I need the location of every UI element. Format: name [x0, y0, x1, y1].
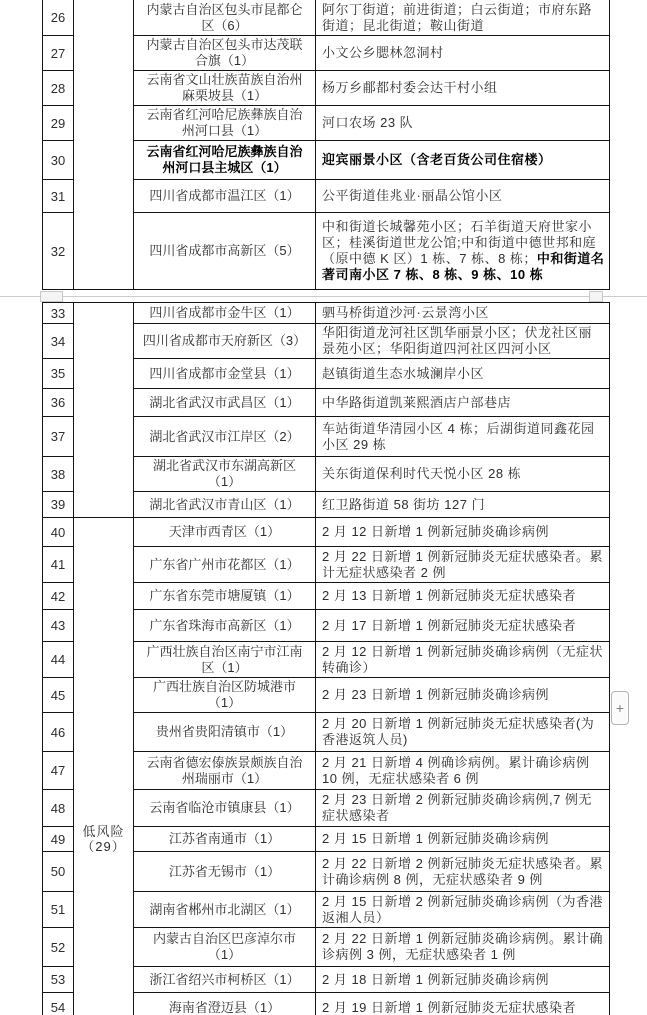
detail-text: 小文公乡腮林忽洞村 [322, 45, 444, 60]
region-cell: 湖北省武汉市武昌区（1） [134, 389, 316, 417]
row-number-cell: 46 [43, 713, 74, 752]
region-cell: 云南省红河哈尼族彝族自治州河口县主城区（1） [134, 141, 316, 180]
detail-cell [316, 713, 610, 752]
detail-text: 杨万乡郙都村委会达干村小组 [322, 80, 498, 95]
risk-category-cell [74, 518, 134, 1015]
detail-text: 2 月 21 日新增 4 例确诊病例。累计确诊病例 10 例，无症状感染者 6 例 [322, 754, 590, 786]
row-number-cell: 43 [43, 610, 74, 642]
region-cell: 四川省成都市天府新区（3） [134, 324, 316, 359]
row-number-cell: 39 [43, 492, 74, 518]
row-number-cell: 34 [43, 324, 74, 359]
region-cell: 湖北省武汉市江岸区（2） [134, 417, 316, 457]
detail-cell [316, 417, 610, 457]
row-number-cell: 31 [43, 180, 74, 213]
region-cell: 内蒙古自治区巴彦淖尔市（1） [134, 928, 316, 967]
detail-cell [316, 389, 610, 417]
region-cell: 云南省文山壮族苗族自治州麻栗坡县（1） [134, 71, 316, 106]
row-number-cell: 28 [43, 71, 74, 106]
row-number-cell: 50 [43, 852, 74, 892]
detail-text: 阿尔丁街道；前进街道；白云街道；市府东路街道；昆北街道；鞍山街道 [322, 1, 593, 33]
row-number-cell: 29 [43, 106, 74, 141]
detail-text-bold: 中和街道名著司南小区 7 栋、8 栋、9 栋、10 栋 [322, 251, 605, 282]
table-row [43, 518, 610, 547]
detail-text: 2 月 12 日新增 1 例新冠肺炎确诊病例 [322, 524, 549, 539]
detail-cell [316, 678, 610, 713]
detail-text: 中华路街道凯莱熙酒店户部巷店 [322, 394, 512, 410]
risk-table-page-1 [42, 0, 610, 290]
region-cell: 广东省珠海市高新区（1） [134, 610, 316, 642]
detail-cell [316, 852, 610, 892]
detail-text: 2 月 18 日新增 1 例新冠肺炎确诊病例 [322, 971, 549, 987]
detail-cell [316, 547, 610, 583]
region-cell: 江苏省无锡市（1） [134, 852, 316, 892]
detail-text: 华阳街道龙河社区凯华丽景小区；伏龙社区丽景苑小区；华阳街道四河社区四河小区 [322, 325, 593, 356]
row-number-cell: 49 [43, 827, 74, 852]
region-cell: 天津市西青区（1） [134, 518, 316, 547]
detail-text: 2 月 22 日新增 1 例新冠肺炎无症状感染者。累计无症状感染者 2 例 [322, 548, 603, 580]
row-number-cell: 30 [43, 141, 74, 180]
row-number-cell: 26 [43, 0, 74, 36]
detail-text: 2 月 19 日新增 1 例新冠肺炎无症状感染者 [322, 999, 576, 1015]
detail-text: 2 月 15 日新增 1 例新冠肺炎确诊病例 [322, 831, 549, 846]
detail-cell [316, 303, 610, 324]
region-cell: 浙江省绍兴市柯桥区（1） [134, 967, 316, 993]
region-cell: 湖北省武汉市青山区（1） [134, 492, 316, 518]
detail-text: 关东街道保利时代天悦小区 28 栋 [322, 466, 522, 481]
region-cell: 广东省广州市花都区（1） [134, 547, 316, 583]
row-number-cell: 35 [43, 359, 74, 389]
detail-text: 2 月 12 日新增 1 例新冠肺炎确诊病例（无症状转确诊） [322, 643, 603, 675]
row-number-cell: 44 [43, 642, 74, 678]
detail-cell [316, 928, 610, 967]
risk-table-body-1 [43, 0, 610, 290]
detail-text: 河口农场 23 队 [322, 115, 414, 130]
detail-cell [316, 827, 610, 852]
region-cell: 江苏省南通市（1） [134, 827, 316, 852]
row-number-cell: 33 [43, 303, 74, 324]
row-number-cell: 51 [43, 892, 74, 928]
page-break-line [0, 296, 647, 297]
row-number-cell: 45 [43, 678, 74, 713]
detail-cell [316, 213, 610, 290]
detail-cell [316, 71, 610, 106]
region-cell: 内蒙古自治区包头市昆都仑区（6） [134, 0, 316, 36]
detail-cell [316, 106, 610, 141]
row-number-cell: 52 [43, 928, 74, 967]
plus-button[interactable]: + [611, 691, 629, 725]
detail-cell [316, 492, 610, 518]
detail-cell [316, 892, 610, 928]
detail-cell [316, 993, 610, 1015]
detail-cell [316, 583, 610, 610]
region-cell: 四川省成都市金牛区（1） [134, 303, 316, 324]
detail-cell [316, 790, 610, 827]
region-cell: 内蒙古自治区包头市达茂联合旗（1） [134, 36, 316, 71]
detail-text: 驷马桥街道沙河·云景湾小区 [322, 305, 489, 320]
region-cell: 四川省成都市温江区（1） [134, 180, 316, 213]
detail-text: 车站街道华清园小区 4 栋；后湖街道同鑫花园小区 29 栋 [322, 420, 595, 452]
row-number-cell: 41 [43, 547, 74, 583]
row-number-cell: 42 [43, 583, 74, 610]
detail-text: 2 月 17 日新增 1 例新冠肺炎无症状感染者 [322, 617, 576, 633]
region-cell: 湖北省武汉市东湖高新区（1） [134, 457, 316, 492]
region-cell: 广西壮族自治区防城港市（1） [134, 678, 316, 713]
detail-cell [316, 457, 610, 492]
region-cell: 湖南省郴州市北湖区（1） [134, 892, 316, 928]
table-row [43, 0, 610, 36]
region-cell: 广西壮族自治区南宁市江南区（1） [134, 642, 316, 678]
row-number-cell: 48 [43, 790, 74, 827]
row-number-cell: 38 [43, 457, 74, 492]
detail-text: 2 月 13 日新增 1 例新冠肺炎无症状感染者 [322, 588, 576, 603]
detail-text: 迎宾丽景小区（含老百货公司住宿楼） [322, 152, 552, 167]
detail-text: 2 月 20 日新增 1 例新冠肺炎无症状感染者(为香港返筑人员) [322, 716, 595, 747]
detail-text: 2 月 22 日新增 1 例新冠肺炎确诊病例。累计确诊病例 3 例，无症状感染者 1 例 [322, 931, 603, 962]
detail-cell [316, 0, 610, 36]
region-cell: 云南省红河哈尼族彝族自治州河口县（1） [134, 106, 316, 141]
page-break-tab-left [40, 291, 63, 302]
detail-cell [316, 324, 610, 359]
detail-cell [316, 359, 610, 389]
row-number-cell: 32 [43, 213, 74, 290]
detail-cell [316, 518, 610, 547]
detail-cell [316, 752, 610, 790]
detail-text: 中和街道长城馨苑小区；石羊街道天府世家小区；桂溪街道世龙公馆;中和街道中德世邦和庭（原中德 K 区）1 栋、7 栋、8 栋； [322, 219, 597, 266]
detail-cell [316, 141, 610, 180]
detail-cell [316, 642, 610, 678]
row-number-cell: 54 [43, 993, 74, 1015]
table-row [43, 303, 610, 324]
row-number-cell: 53 [43, 967, 74, 993]
risk-category-cell [74, 0, 134, 290]
risk-category-label: 低风险（29） [81, 824, 126, 854]
region-cell: 四川省成都市高新区（5） [134, 213, 316, 290]
region-cell: 云南省德宏傣族景颇族自治州瑞丽市（1） [134, 752, 316, 790]
region-cell: 四川省成都市金堂县（1） [134, 359, 316, 389]
detail-text: 公平街道佳兆业·丽晶公馆小区 [322, 188, 503, 203]
detail-cell [316, 180, 610, 213]
row-number-cell: 37 [43, 417, 74, 457]
risk-table-page-2 [42, 302, 610, 1015]
detail-cell [316, 610, 610, 642]
detail-cell [316, 967, 610, 993]
detail-text: 2 月 23 日新增 1 例新冠肺炎确诊病例 [322, 687, 549, 702]
page-break-tab-right [589, 291, 603, 302]
region-cell: 海南省澄迈县（1） [134, 993, 316, 1015]
region-cell: 云南省临沧市镇康县（1） [134, 790, 316, 827]
detail-cell [316, 36, 610, 71]
detail-text: 2 月 23 日新增 2 例新冠肺炎确诊病例,7 例无症状感染者 [322, 792, 592, 823]
risk-category-cell [74, 303, 134, 518]
detail-text: 2 月 22 日新增 2 例新冠肺炎无症状感染者。累计确诊病例 8 例，无症状感染者 9 例 [322, 855, 603, 887]
row-number-cell: 36 [43, 389, 74, 417]
region-cell: 广东省东莞市塘厦镇（1） [134, 583, 316, 610]
detail-text: 红卫路街道 58 街坊 127 门 [322, 496, 486, 512]
row-number-cell: 40 [43, 518, 74, 547]
region-cell: 贵州省贵阳清镇市（1） [134, 713, 316, 752]
detail-text: 2 月 15 日新增 2 例新冠肺炎确诊病例（为香港返湘人员） [322, 893, 603, 925]
risk-table-body-2 [43, 303, 610, 1015]
detail-text: 赵镇街道生态水城澜岸小区 [322, 365, 485, 381]
row-number-cell: 27 [43, 36, 74, 71]
row-number-cell: 47 [43, 752, 74, 790]
